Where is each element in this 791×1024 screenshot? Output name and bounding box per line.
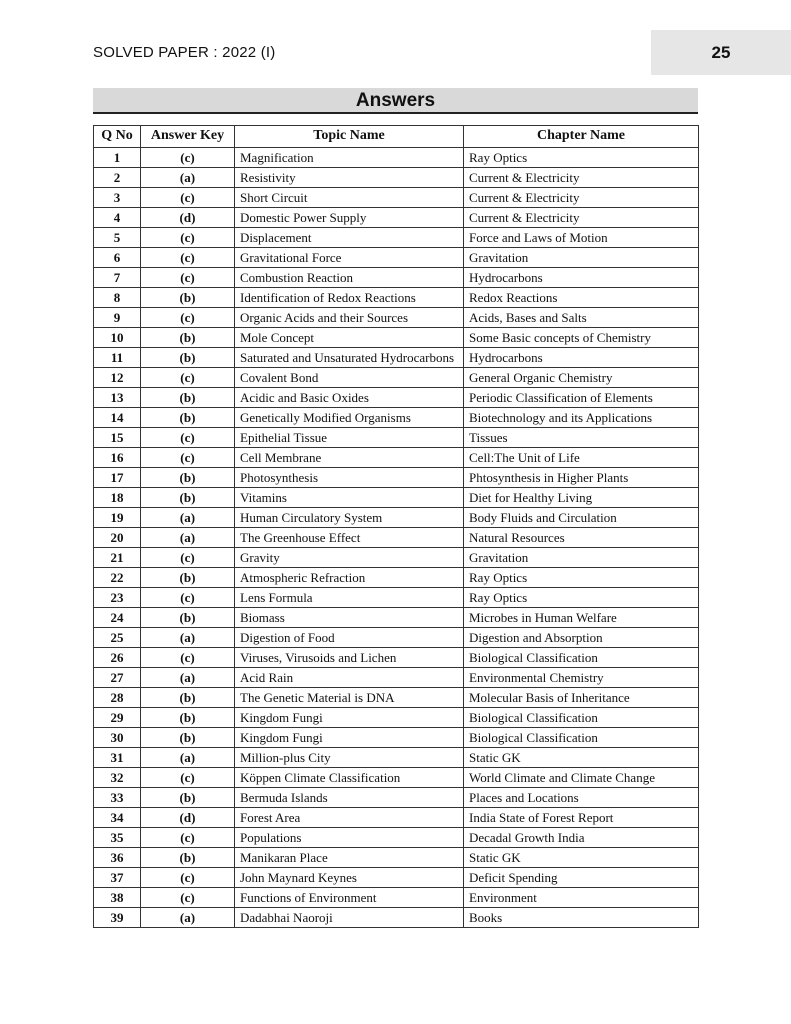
- row-chapter-name: Acids, Bases and Salts: [464, 308, 699, 328]
- row-qno: 14: [94, 408, 141, 428]
- row-chapter-name: Biotechnology and its Applications: [464, 408, 699, 428]
- row-qno: 16: [94, 448, 141, 468]
- row-qno: 36: [94, 848, 141, 868]
- table-row: [94, 428, 699, 448]
- page-number: 25: [711, 43, 731, 62]
- row-topic-name: Populations: [235, 828, 464, 848]
- row-topic-name: Atmospheric Refraction: [235, 568, 464, 588]
- row-answer-key: (c): [141, 828, 235, 848]
- row-chapter-name: Books: [464, 908, 699, 928]
- section-title: Answers: [355, 90, 436, 111]
- row-topic-name: Saturated and Unsaturated Hydrocarbons: [235, 348, 464, 368]
- section-title-bar: [93, 88, 698, 114]
- row-chapter-name: Hydrocarbons: [464, 348, 699, 368]
- row-qno: 32: [94, 768, 141, 788]
- table-row: [94, 208, 699, 228]
- row-answer-key: (b): [141, 388, 235, 408]
- header-qno: Q No: [94, 126, 141, 148]
- row-chapter-name: Diet for Healthy Living: [464, 488, 699, 508]
- row-chapter-name: Ray Optics: [464, 148, 699, 168]
- row-answer-key: (a): [141, 628, 235, 648]
- row-chapter-name: Cell:The Unit of Life: [464, 448, 699, 468]
- row-chapter-name: Ray Optics: [464, 568, 699, 588]
- table-row: [94, 748, 699, 768]
- row-qno: 3: [94, 188, 141, 208]
- row-chapter-name: India State of Forest Report: [464, 808, 699, 828]
- row-qno: 17: [94, 468, 141, 488]
- row-topic-name: Lens Formula: [235, 588, 464, 608]
- table-row: [94, 868, 699, 888]
- header-chapter-name: Chapter Name: [464, 126, 699, 148]
- table-row: [94, 768, 699, 788]
- table-row: [94, 248, 699, 268]
- row-chapter-name: Some Basic concepts of Chemistry: [464, 328, 699, 348]
- row-answer-key: (b): [141, 708, 235, 728]
- paper-title: SOLVED PAPER : 2022 (I): [93, 44, 276, 61]
- row-answer-key: (b): [141, 468, 235, 488]
- row-qno: 19: [94, 508, 141, 528]
- table-row: [94, 848, 699, 868]
- table-row: [94, 568, 699, 588]
- row-answer-key: (b): [141, 408, 235, 428]
- table-row: [94, 228, 699, 248]
- row-answer-key: (c): [141, 428, 235, 448]
- row-topic-name: Vitamins: [235, 488, 464, 508]
- table-row: [94, 828, 699, 848]
- row-qno: 24: [94, 608, 141, 628]
- row-answer-key: (a): [141, 908, 235, 928]
- header-topic-name: Topic Name: [235, 126, 464, 148]
- row-topic-name: Biomass: [235, 608, 464, 628]
- table-row: [94, 388, 699, 408]
- table-row: [94, 448, 699, 468]
- row-chapter-name: Molecular Basis of Inheritance: [464, 688, 699, 708]
- row-qno: 12: [94, 368, 141, 388]
- row-answer-key: (a): [141, 528, 235, 548]
- row-qno: 8: [94, 288, 141, 308]
- row-qno: 9: [94, 308, 141, 328]
- row-chapter-name: Places and Locations: [464, 788, 699, 808]
- row-chapter-name: Natural Resources: [464, 528, 699, 548]
- table-row: [94, 308, 699, 328]
- table-row: [94, 148, 699, 168]
- row-topic-name: Human Circulatory System: [235, 508, 464, 528]
- answers-table: [93, 125, 699, 928]
- row-topic-name: Displacement: [235, 228, 464, 248]
- row-qno: 22: [94, 568, 141, 588]
- row-topic-name: Dadabhai Naoroji: [235, 908, 464, 928]
- row-qno: 35: [94, 828, 141, 848]
- row-answer-key: (c): [141, 448, 235, 468]
- table-row: [94, 708, 699, 728]
- row-answer-key: (a): [141, 668, 235, 688]
- row-chapter-name: Ray Optics: [464, 588, 699, 608]
- table-row: [94, 908, 699, 928]
- table-row: [94, 688, 699, 708]
- row-topic-name: John Maynard Keynes: [235, 868, 464, 888]
- row-qno: 34: [94, 808, 141, 828]
- row-qno: 1: [94, 148, 141, 168]
- row-answer-key: (c): [141, 148, 235, 168]
- row-chapter-name: Tissues: [464, 428, 699, 448]
- row-qno: 38: [94, 888, 141, 908]
- row-answer-key: (c): [141, 768, 235, 788]
- row-topic-name: Covalent Bond: [235, 368, 464, 388]
- row-topic-name: Acid Rain: [235, 668, 464, 688]
- row-answer-key: (b): [141, 788, 235, 808]
- row-topic-name: Genetically Modified Organisms: [235, 408, 464, 428]
- table-row: [94, 528, 699, 548]
- row-answer-key: (b): [141, 848, 235, 868]
- row-topic-name: Mole Concept: [235, 328, 464, 348]
- row-answer-key: (c): [141, 368, 235, 388]
- row-topic-name: Acidic and Basic Oxides: [235, 388, 464, 408]
- row-answer-key: (c): [141, 868, 235, 888]
- table-row: [94, 488, 699, 508]
- table-row: [94, 188, 699, 208]
- table-row: [94, 368, 699, 388]
- table-row: [94, 888, 699, 908]
- row-topic-name: The Greenhouse Effect: [235, 528, 464, 548]
- table-row: [94, 468, 699, 488]
- row-chapter-name: Environmental Chemistry: [464, 668, 699, 688]
- row-chapter-name: Body Fluids and Circulation: [464, 508, 699, 528]
- row-chapter-name: Environment: [464, 888, 699, 908]
- table-row: [94, 508, 699, 528]
- table-row: [94, 328, 699, 348]
- row-answer-key: (c): [141, 268, 235, 288]
- table-row: [94, 408, 699, 428]
- row-chapter-name: Gravitation: [464, 248, 699, 268]
- row-chapter-name: Current & Electricity: [464, 168, 699, 188]
- table-row: [94, 268, 699, 288]
- row-qno: 25: [94, 628, 141, 648]
- row-topic-name: Million-plus City: [235, 748, 464, 768]
- table-row: [94, 728, 699, 748]
- row-chapter-name: Current & Electricity: [464, 208, 699, 228]
- row-answer-key: (a): [141, 748, 235, 768]
- page-number-box: [651, 30, 791, 75]
- row-topic-name: Gravitational Force: [235, 248, 464, 268]
- row-chapter-name: Current & Electricity: [464, 188, 699, 208]
- row-chapter-name: Hydrocarbons: [464, 268, 699, 288]
- row-topic-name: Köppen Climate Classification: [235, 768, 464, 788]
- table-row: [94, 588, 699, 608]
- row-topic-name: The Genetic Material is DNA: [235, 688, 464, 708]
- row-topic-name: Epithelial Tissue: [235, 428, 464, 448]
- row-chapter-name: Biological Classification: [464, 708, 699, 728]
- row-qno: 7: [94, 268, 141, 288]
- row-qno: 4: [94, 208, 141, 228]
- row-qno: 5: [94, 228, 141, 248]
- row-chapter-name: World Climate and Climate Change: [464, 768, 699, 788]
- row-answer-key: (c): [141, 228, 235, 248]
- row-chapter-name: Digestion and Absorption: [464, 628, 699, 648]
- row-topic-name: Kingdom Fungi: [235, 728, 464, 748]
- row-qno: 33: [94, 788, 141, 808]
- table-row: [94, 548, 699, 568]
- row-qno: 18: [94, 488, 141, 508]
- row-topic-name: Digestion of Food: [235, 628, 464, 648]
- row-qno: 2: [94, 168, 141, 188]
- row-topic-name: Combustion Reaction: [235, 268, 464, 288]
- row-topic-name: Short Circuit: [235, 188, 464, 208]
- row-answer-key: (c): [141, 308, 235, 328]
- row-topic-name: Functions of Environment: [235, 888, 464, 908]
- row-topic-name: Cell Membrane: [235, 448, 464, 468]
- row-qno: 26: [94, 648, 141, 668]
- row-chapter-name: Microbes in Human Welfare: [464, 608, 699, 628]
- row-answer-key: (b): [141, 288, 235, 308]
- table-row: [94, 288, 699, 308]
- row-topic-name: Photosynthesis: [235, 468, 464, 488]
- row-qno: 30: [94, 728, 141, 748]
- row-chapter-name: Force and Laws of Motion: [464, 228, 699, 248]
- row-answer-key: (b): [141, 348, 235, 368]
- row-qno: 21: [94, 548, 141, 568]
- row-qno: 27: [94, 668, 141, 688]
- row-answer-key: (c): [141, 548, 235, 568]
- table-row: [94, 788, 699, 808]
- row-answer-key: (d): [141, 208, 235, 228]
- row-topic-name: Identification of Redox Reactions: [235, 288, 464, 308]
- row-qno: 37: [94, 868, 141, 888]
- row-topic-name: Resistivity: [235, 168, 464, 188]
- row-topic-name: Forest Area: [235, 808, 464, 828]
- table-row: [94, 808, 699, 828]
- row-qno: 6: [94, 248, 141, 268]
- row-qno: 10: [94, 328, 141, 348]
- row-chapter-name: Biological Classification: [464, 648, 699, 668]
- row-answer-key: (b): [141, 608, 235, 628]
- row-topic-name: Domestic Power Supply: [235, 208, 464, 228]
- row-qno: 20: [94, 528, 141, 548]
- row-qno: 29: [94, 708, 141, 728]
- row-chapter-name: Deficit Spending: [464, 868, 699, 888]
- row-topic-name: Kingdom Fungi: [235, 708, 464, 728]
- answers-table-body: [94, 148, 699, 928]
- row-chapter-name: Biological Classification: [464, 728, 699, 748]
- row-chapter-name: Redox Reactions: [464, 288, 699, 308]
- table-row: [94, 608, 699, 628]
- row-topic-name: Magnification: [235, 148, 464, 168]
- row-chapter-name: Static GK: [464, 748, 699, 768]
- row-answer-key: (a): [141, 168, 235, 188]
- row-chapter-name: Static GK: [464, 848, 699, 868]
- table-row: [94, 628, 699, 648]
- row-topic-name: Manikaran Place: [235, 848, 464, 868]
- row-answer-key: (b): [141, 728, 235, 748]
- row-chapter-name: Periodic Classification of Elements: [464, 388, 699, 408]
- row-chapter-name: Gravitation: [464, 548, 699, 568]
- row-answer-key: (c): [141, 888, 235, 908]
- row-topic-name: Viruses, Virusoids and Lichen: [235, 648, 464, 668]
- row-answer-key: (c): [141, 248, 235, 268]
- row-topic-name: Gravity: [235, 548, 464, 568]
- row-answer-key: (b): [141, 488, 235, 508]
- row-answer-key: (c): [141, 188, 235, 208]
- row-qno: 31: [94, 748, 141, 768]
- row-qno: 13: [94, 388, 141, 408]
- row-qno: 15: [94, 428, 141, 448]
- row-qno: 39: [94, 908, 141, 928]
- row-chapter-name: Decadal Growth India: [464, 828, 699, 848]
- row-answer-key: (b): [141, 688, 235, 708]
- row-qno: 11: [94, 348, 141, 368]
- row-topic-name: Organic Acids and their Sources: [235, 308, 464, 328]
- row-answer-key: (b): [141, 568, 235, 588]
- row-answer-key: (a): [141, 508, 235, 528]
- table-row: [94, 668, 699, 688]
- row-answer-key: (b): [141, 328, 235, 348]
- row-answer-key: (c): [141, 588, 235, 608]
- table-row: [94, 168, 699, 188]
- header-answer-key: Answer Key: [141, 126, 235, 148]
- row-topic-name: Bermuda Islands: [235, 788, 464, 808]
- row-answer-key: (c): [141, 648, 235, 668]
- row-qno: 28: [94, 688, 141, 708]
- row-chapter-name: Phtosynthesis in Higher Plants: [464, 468, 699, 488]
- row-chapter-name: General Organic Chemistry: [464, 368, 699, 388]
- table-row: [94, 648, 699, 668]
- table-header-row: [94, 126, 699, 148]
- row-answer-key: (d): [141, 808, 235, 828]
- row-qno: 23: [94, 588, 141, 608]
- table-row: [94, 348, 699, 368]
